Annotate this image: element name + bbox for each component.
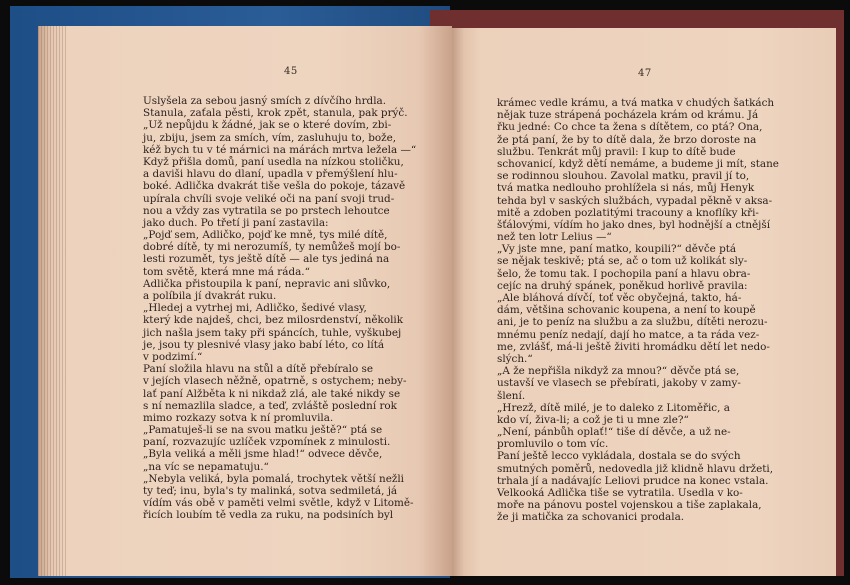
text-line: kdo ví, živa-li; a což je ti u mne zle?“: [497, 413, 689, 426]
text-line: „Hrezž, dítě milé, je to daleko z Litoměřic, a: [497, 401, 730, 414]
text-line: „Byla veliká a měli jsme hlad!“ odvece děvče,: [143, 448, 383, 461]
text-line: dobré dítě, ty mi nerozumíš, ty nemůžeš mojí bo-: [143, 241, 401, 254]
text-line: s ní nemazlila sladce, a teď, zvláště poslední rok: [143, 399, 397, 412]
text-line: mimo rozkazy sotva k ní promluvila.: [143, 411, 334, 424]
text-line: který kde najdeš, chci, bez milosrdenství, několik: [143, 314, 404, 327]
text-line: než ten lotr Lelius —“: [497, 231, 612, 244]
page-number-right: 47: [638, 68, 652, 79]
text-line: se rodinnou slouhou. Zavolal matku, pravil jí to,: [497, 170, 750, 183]
text-line: ju, zbiju, jsem za smích, vím, zasluhuju to, bože,: [143, 131, 397, 144]
text-line: Stanula, zaťala pěsti, krok zpět, stanula, pak prýč.: [143, 107, 408, 120]
right-page-text: [497, 97, 815, 524]
text-line: lať paní Alžběta k ni nikdaž zlá, ale také nikdy se: [143, 387, 401, 400]
text-line: moře na pánovu postel vojenskou a tiše zaplakala,: [497, 499, 762, 512]
text-line: Velkooká Adlička tiše se vytratila. Usedla v ko-: [497, 487, 743, 499]
text-line: smutných poměrů, nedovedla již klidně hlavu držeti,: [497, 462, 774, 475]
text-line: „na víc se nepamatuju.“: [143, 460, 269, 473]
text-line: Paní ještě lecco vykládala, dostala se do svých: [497, 450, 741, 463]
text-line: upírala chvíli svoje veliké oči na paní svoji trud-: [143, 192, 395, 205]
text-line: tvá matka nedlouho prohlížela si nás, můj Henyk: [497, 182, 755, 195]
right-page: [452, 28, 836, 576]
page-number-left: 45: [284, 66, 298, 77]
text-line: „Není, pánbůh oplať!“ tiše dí děvče, a už ne-: [497, 426, 731, 439]
text-line: jich našla jsem taky při spáncích, tuhle, vyškubej: [143, 326, 402, 339]
text-line: cejíc na druhý spánek, poněkud horlivě pravila:: [497, 279, 748, 292]
text-line: je, jsou ty plesnivé vlasy jako babí léto, co lítá: [143, 338, 385, 351]
text-line: boké. Adlička dvakrát tiše vešla do pokoje, tázavě: [143, 180, 406, 193]
text-line: vídím vás obě v paměti velmi světle, když v Litomě-: [143, 497, 414, 510]
text-line: „Nebyla veliká, byla pomalá, trochytek větší nežli: [143, 472, 404, 485]
text-line: Uslyšela za sebou jasný smích z dívčího hrdla.: [143, 95, 387, 107]
text-line: paní, rozvazujíc uzlíček vzpomínek z minulosti.: [143, 436, 391, 449]
text-line: šťálovými, vídím ho jako dnes, byl hodnější a ctnější: [497, 218, 771, 231]
text-line: mitě a zdoben pozlatitými tracouny a knoflíky kři-: [497, 206, 759, 219]
left-page: [38, 26, 452, 576]
text-line: šlení.: [497, 389, 526, 402]
text-line: lesti rozumět, tys ještě dítě — ale tys jediná na: [143, 253, 390, 266]
text-line: že ptá paní, že by to dítě dala, že brzo doroste na: [497, 133, 757, 146]
text-line: „Ale bláhová dívčí, toť věc obyčejná, takto, há-: [497, 292, 742, 304]
text-line: ty teď; inu, byla's ty malinká, sotva sedmiletá, já: [143, 485, 398, 497]
text-line: mnému peníz nedají, dají ho matce, a ta ráda vez-: [497, 328, 760, 341]
text-line: dám, většina schovanic koupena, a není to koupě: [497, 304, 756, 317]
text-line: šelo, že tomu tak. I pochopila paní a hlavu obra-: [497, 267, 751, 280]
text-line: se nějak teskivě; ptá se, ač o tom už kolikát sly-: [497, 255, 748, 268]
text-line: a daviši hlavu do dlaní, upadla v přemýšlení hlu-: [143, 168, 398, 181]
text-line: Když přišla domů, paní usedla na nízkou stoličku,: [143, 155, 404, 168]
text-line: „Pojď sem, Adličko, pojď ke mně, tys milé dítě,: [143, 229, 388, 242]
text-line: tehda byl v saských službách, vypadal pěkně v aksa-: [497, 194, 773, 207]
text-line: trhala jí a nadávajíc Leliovi prudce na konec vstala.: [497, 474, 769, 487]
text-line: promluvilo o tom víc.: [497, 438, 609, 451]
text-line: schovanicí, když dětí nemáme, a budeme ji mít, stane: [497, 157, 779, 170]
text-line: tom světě, která mne má ráda.“: [143, 265, 310, 278]
text-line: řku jedné: Co chce ta žena s dítětem, co ptá? Ona,: [497, 121, 763, 134]
text-line: službu. Tenkrát můj pravil: I kup to dítě bude: [497, 145, 736, 158]
text-line: v podzimí.“: [143, 350, 203, 363]
text-line: nějak tuze strápená pocházela krám od krámu. Já: [497, 109, 759, 122]
text-line: Paní složila hlavu na stůl a dítě přebíralo se: [143, 363, 374, 376]
text-line: jako duch. Po třetí ji paní zastavila:: [143, 216, 329, 229]
text-line: kéž bych tu v té márnici na márách mrtva ležela —“: [143, 143, 417, 156]
text-line: v jejích vlasech něžně, opatrně, s ostychem; neby-: [143, 375, 407, 388]
text-line: „Pamatuješ-li se na svou matku ještě?“ ptá se: [143, 424, 383, 437]
page-edge: [38, 26, 68, 576]
text-line: ani, je to peníz na službu a za službu, dítěti nerozu-: [497, 316, 768, 329]
left-page-text: [143, 95, 452, 522]
text-line: „A že nepřišla nikdyž za mnou?“ děvče ptá se,: [497, 365, 740, 378]
text-line: „Vy jste mne, paní matko, koupili?“ děvče ptá: [497, 243, 737, 256]
text-line: „Hledej a vytrhej mi, Adličko, šedivé vlasy,: [143, 302, 367, 315]
text-line: krámec vedle krámu, a tvá matka v chudých šatkách: [497, 97, 775, 109]
text-line: Adlička přistoupila k paní, nepravic ani slůvko,: [143, 277, 391, 290]
text-line: me, zvlášť, má-li ještě živiti hromádku dětí let nedo-: [497, 340, 770, 353]
text-line: že ji matička za schovanici prodala.: [497, 511, 685, 524]
text-line: „Už nepůjdu k žádné, jak se o které dovím, zbi-: [143, 119, 392, 132]
text-line: slých.“: [497, 352, 533, 365]
text-line: nou a vždy zas vytratila se po prstech lehoutce: [143, 204, 390, 217]
text-line: ustavší ve vlasech se přebírati, jakoby v zamy-: [497, 377, 741, 390]
text-line: a políbila jí dvakrát ruku.: [143, 290, 277, 302]
text-line: řicích loubím tě vedla za ruku, na podsiních byl: [143, 509, 394, 522]
